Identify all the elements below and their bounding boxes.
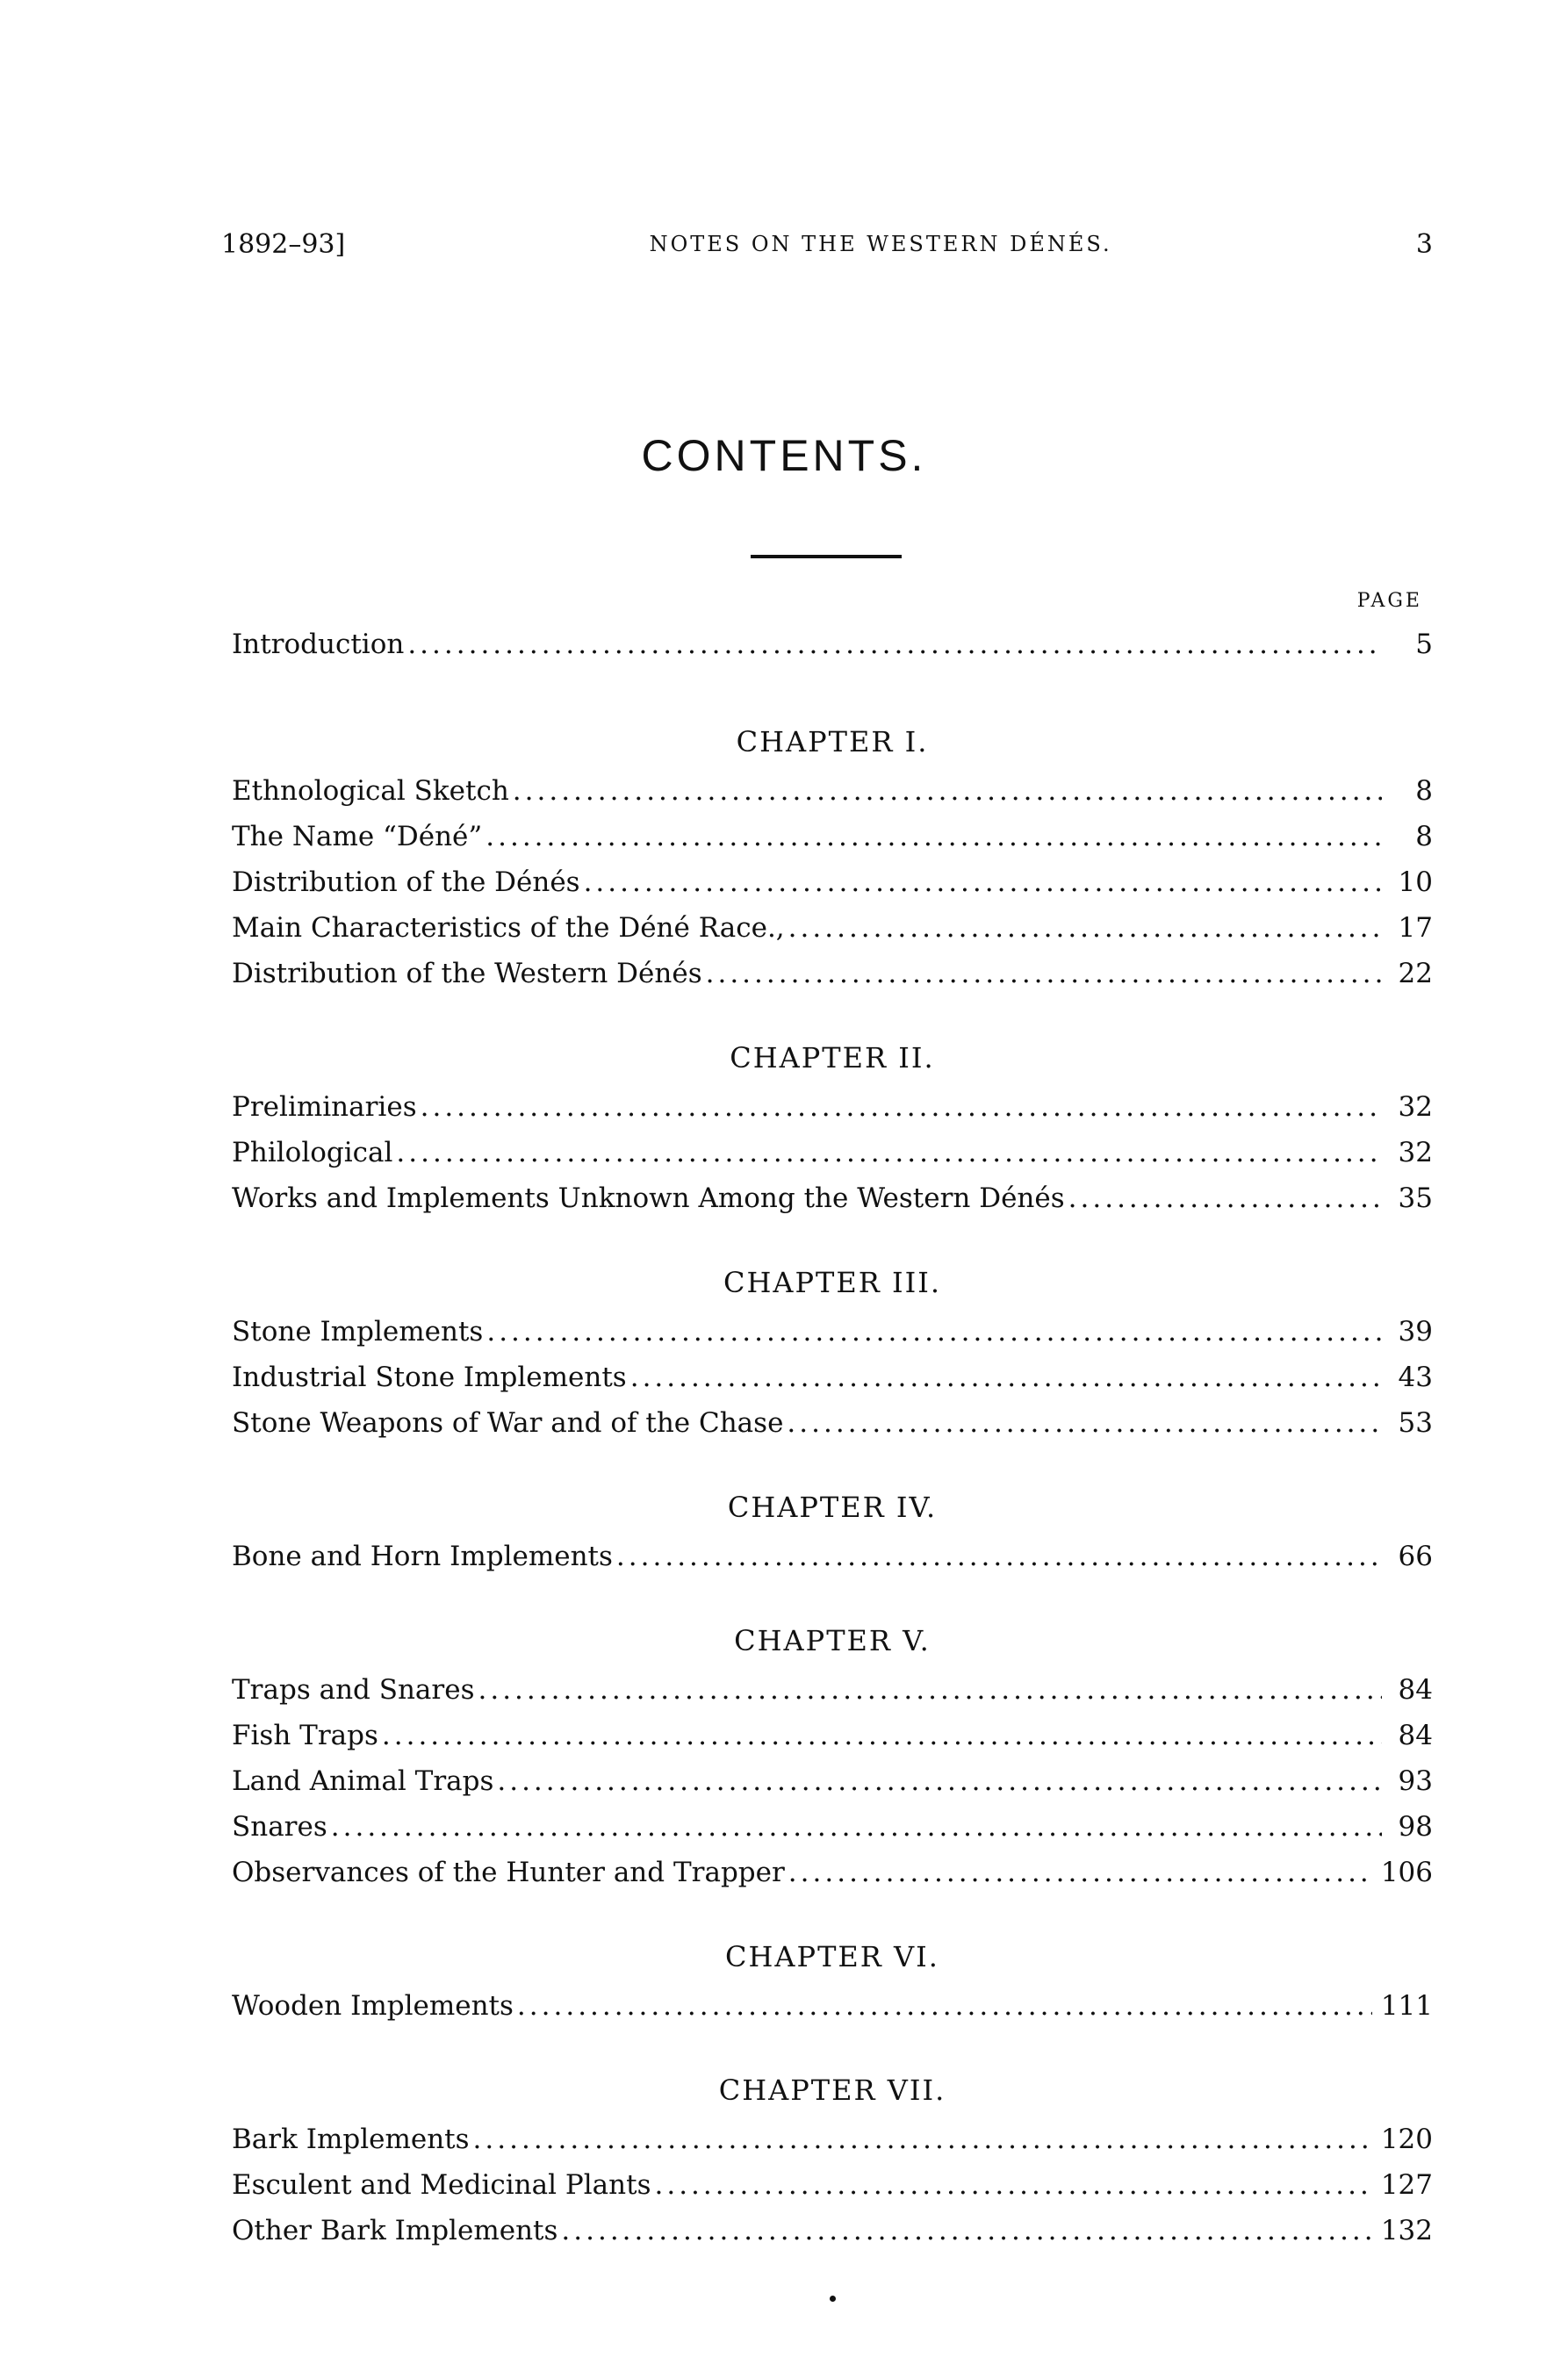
toc-entry [232, 1400, 1433, 1446]
toc-entry-label: Industrial Stone Implements [232, 1362, 627, 1393]
dot-leader [473, 2117, 1372, 2162]
toc-entry [232, 1804, 1433, 1850]
dot-leader [788, 905, 1382, 951]
chapter-heading: CHAPTER VI. [725, 1940, 939, 1973]
toc-entry-page: 22 [1398, 958, 1433, 989]
toc-entry [232, 1667, 1433, 1713]
toc-entry-page: 39 [1398, 1316, 1433, 1348]
dot-leader [706, 951, 1382, 996]
toc-entry-label: Esculent and Medicinal Plants [232, 2169, 651, 2201]
page-column-label: PAGE [1356, 590, 1422, 612]
chapter-heading: CHAPTER I. [736, 725, 929, 758]
toc-entry-page: 17 [1398, 912, 1433, 944]
dot-leader [517, 1983, 1372, 2029]
toc-entry-page: 93 [1398, 1765, 1433, 1797]
dot-leader [478, 1667, 1383, 1713]
dot-leader [497, 1758, 1382, 1804]
toc-entry-label: Observances of the Hunter and Trapper [232, 1857, 785, 1888]
dot-leader [1068, 1175, 1382, 1221]
toc-entry [232, 2162, 1433, 2208]
toc-entry [232, 905, 1433, 951]
toc-entry-page: 5 [1415, 629, 1433, 660]
toc-entry-label: Other Bark Implements [232, 2215, 558, 2246]
toc-entry [232, 1850, 1433, 1895]
chapter-heading: CHAPTER III. [723, 1266, 942, 1299]
chapter-heading: CHAPTER V. [734, 1624, 931, 1657]
running-head-years: 1892–93] [221, 228, 346, 260]
toc-entry [232, 1983, 1433, 2029]
toc-entry-label: Land Animal Traps [232, 1765, 494, 1797]
toc-entry [232, 1084, 1433, 1130]
toc-entry-page: 35 [1398, 1182, 1433, 1214]
toc-entry [232, 1309, 1433, 1355]
toc-entry-label: Stone Implements [232, 1316, 484, 1348]
chapter-heading: CHAPTER VII. [718, 2074, 946, 2107]
toc-entry-label: Works and Implements Unknown Among the Western Dénés [232, 1182, 1065, 1214]
toc-entry-page: 32 [1398, 1137, 1433, 1168]
toc-entry [232, 859, 1433, 905]
toc-entry [232, 1355, 1433, 1400]
chapter-heading: CHAPTER IV. [727, 1491, 938, 1524]
toc-entry-page: 120 [1380, 2124, 1433, 2155]
toc-entry-page: 111 [1380, 1990, 1433, 2022]
toc-entry-page: 8 [1415, 821, 1433, 852]
toc-entry [232, 2117, 1433, 2162]
toc-entry-page: 127 [1380, 2169, 1433, 2201]
toc-entry-page: 43 [1398, 1362, 1433, 1393]
toc-entry [232, 1130, 1433, 1175]
toc-entry-page: 10 [1398, 866, 1433, 898]
toc-entry-label: Bark Implements [232, 2124, 470, 2155]
dot-leader [331, 1804, 1382, 1850]
dot-leader [630, 1355, 1382, 1400]
toc-entry-page: 84 [1398, 1720, 1433, 1751]
contents-title: CONTENTS. [641, 431, 927, 480]
toc-entry-label: Stone Weapons of War and of the Chase [232, 1407, 784, 1439]
dot-leader [486, 1309, 1382, 1355]
toc-entry [232, 2208, 1433, 2253]
toc-entry-label: Preliminaries [232, 1091, 417, 1123]
toc-entry-introduction [232, 622, 1433, 667]
running-head-title: NOTES ON THE WESTERN DÉNÉS. [649, 232, 1112, 256]
dot-leader [654, 2162, 1371, 2208]
toc-entry [232, 1175, 1433, 1221]
page-number: 3 [1415, 228, 1433, 260]
title-rule [751, 555, 902, 558]
toc-entry-label: Introduction [232, 629, 405, 660]
dot-leader [382, 1713, 1382, 1758]
toc-entry-page: 66 [1398, 1541, 1433, 1572]
toc-entry-page: 98 [1398, 1811, 1433, 1843]
dot-leader [561, 2208, 1371, 2253]
toc-entry-label: Ethnological Sketch [232, 775, 509, 807]
toc-entry-label: Wooden Implements [232, 1990, 514, 2022]
dot-leader [616, 1534, 1382, 1579]
dot-leader [396, 1130, 1382, 1175]
dot-leader [407, 622, 1382, 667]
toc-entry-label: Distribution of the Western Dénés [232, 958, 702, 989]
toc-entry [232, 814, 1433, 859]
toc-entry-label: Distribution of the Dénés [232, 866, 580, 898]
toc-entry-page: 8 [1415, 775, 1433, 807]
toc-entry-page: 32 [1398, 1091, 1433, 1123]
dot-leader [584, 859, 1382, 905]
toc-entry [232, 1758, 1433, 1804]
table-of-contents [232, 622, 1433, 2253]
toc-entry-label: Philological [232, 1137, 393, 1168]
footer-dot [830, 2296, 836, 2302]
chapter-heading: CHAPTER II. [730, 1041, 935, 1075]
toc-entry-page: 132 [1380, 2215, 1433, 2246]
toc-entry [232, 1534, 1433, 1579]
toc-entry [232, 1713, 1433, 1758]
toc-entry-page: 84 [1398, 1674, 1433, 1706]
toc-entry-label: Traps and Snares [232, 1674, 475, 1706]
toc-entry-label: Main Characteristics of the Déné Race., [232, 912, 785, 944]
toc-entry-page: 106 [1380, 1857, 1433, 1888]
toc-entry-label: Bone and Horn Implements [232, 1541, 613, 1572]
running-head [221, 226, 1433, 262]
toc-entry-label: Fish Traps [232, 1720, 378, 1751]
dot-leader [787, 1400, 1382, 1446]
toc-entry [232, 768, 1433, 814]
dot-leader [788, 1850, 1372, 1895]
toc-entry-label: The Name “Déné” [232, 821, 483, 852]
toc-entry-page: 53 [1398, 1407, 1433, 1439]
toc-entry-label: Snares [232, 1811, 327, 1843]
dot-leader [513, 768, 1382, 814]
dot-leader [421, 1084, 1382, 1130]
toc-entry [232, 951, 1433, 996]
dot-leader [486, 814, 1382, 859]
